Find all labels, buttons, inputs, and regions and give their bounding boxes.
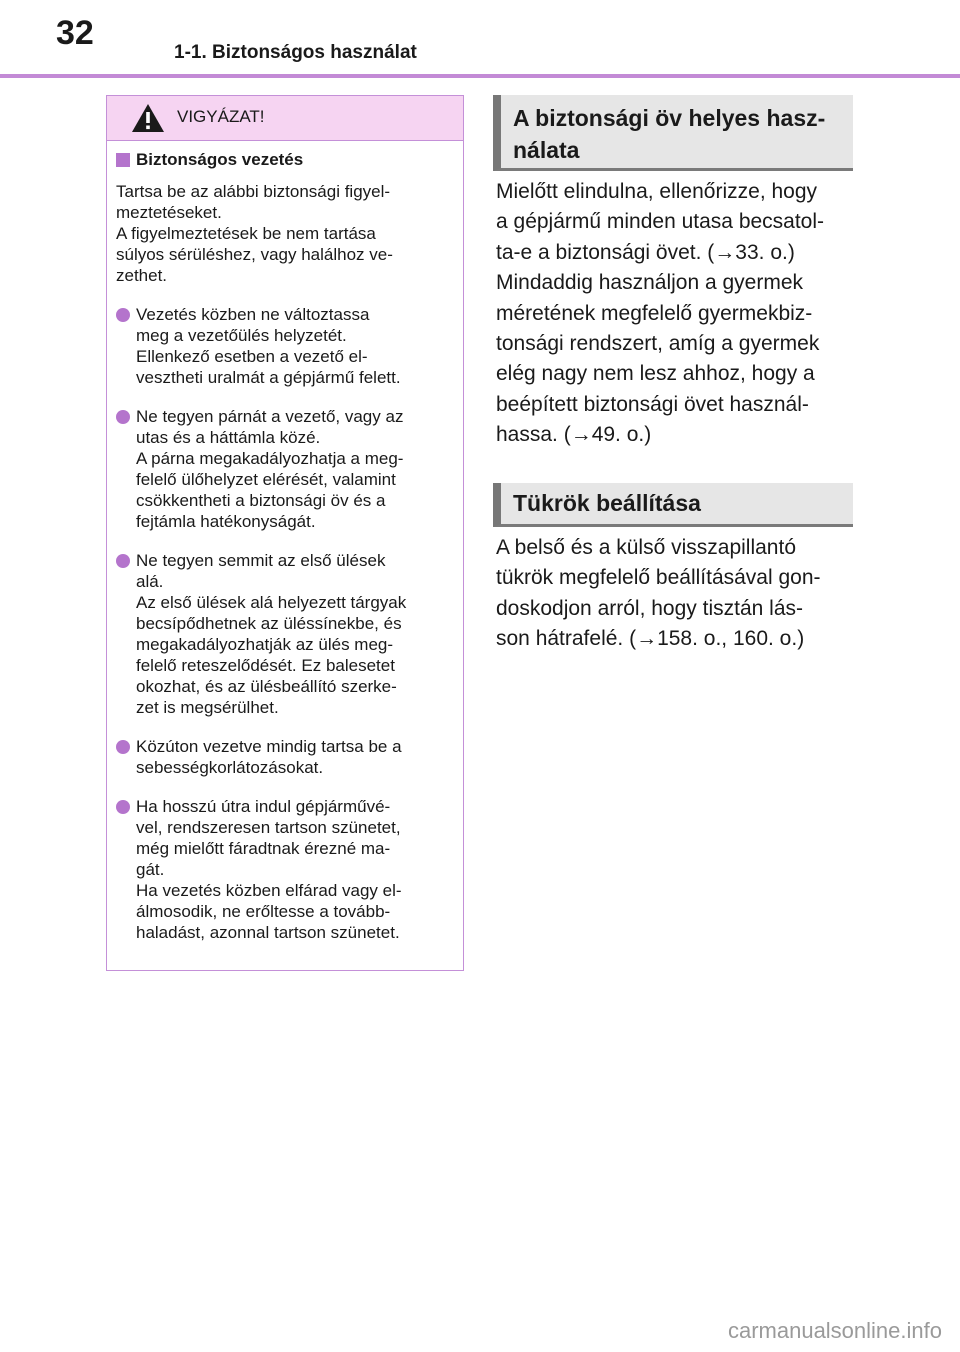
circle-bullet-icon (116, 800, 130, 814)
caution-bullet-text: Ne tegyen semmit az első ülések alá. Az első ülések alá helyezett tárgyak becsípődhetnek az üléssínekbe, és megakadályozhatják az ülés meg- felelő reteszelődését. Ez balesetet okozhat, és az ülésbeállító szerke- zet is megsérülhet. (136, 551, 407, 717)
square-bullet-icon (116, 153, 130, 167)
caution-bullet-text: Ne tegyen párnát a vezető, vagy az utas és a háttámla közé. A párna megakadályozhatja a meg- felelő ülőhelyzet elérését, valamint csökkentheti a biztonsági öv és a fejtámla hatékonyságát. (136, 407, 404, 531)
circle-bullet-icon (116, 410, 130, 424)
caution-bullet-text: Ha hosszú útra indul gépjárművé- vel, rendszeresen tartson szünetet, még mielőtt fáradtnak érezné ma- gát. Ha vezetés közben elfárad vagy el- álmosodik, ne erőltesse a tovább- haladást, azonnal tartson szünetet. (136, 797, 402, 942)
circle-bullet-icon (116, 308, 130, 322)
caution-bullet (116, 550, 446, 718)
caution-bullet-text: Vezetés közben ne változtassa meg a vezetőülés helyzetét. Ellenkező esetben a vezető el- vesztheti uralmát a gépjármű felett. (136, 305, 401, 387)
caution-heading-text: Biztonságos vezetés (136, 150, 304, 169)
section-title: 1-1. Biztonságos használat (174, 42, 417, 63)
caution-box (106, 95, 464, 971)
circle-bullet-icon (116, 740, 130, 754)
mirrors-paragraph: A belső és a külső visszapillantó tükrök megfelelő beállításával gon- doskodjon arról, hogy tisztán lás- son hátrafelé. (→158. o., 160. o.) (496, 536, 821, 651)
section-heading-mirrors: Tükrök beállítása (493, 483, 853, 527)
circle-bullet-icon (116, 554, 130, 568)
caution-bullet (116, 796, 446, 943)
section-heading-seatbelt: A biztonsági öv helyes hasz- nálata (493, 95, 853, 171)
caution-bullet (116, 736, 446, 778)
caution-bullet-text: Közúton vezetve mindig tartsa be a sebességkorlátozásokat. (136, 737, 402, 777)
seatbelt-paragraph: Mielőtt elindulna, ellenőrizze, hogy a gépjármű minden utasa becsatol- ta-e a biztonsági övet. (→33. o.) Mindaddig használjon a gyermek méretének megfelelő gyermekbiz- tonsági rendszert, amíg a gyermek elég nagy nem lesz ahhoz, hogy a beépített biztonsági övet használ- hassa. (→49. o.) (496, 180, 825, 447)
warning-triangle-icon (131, 103, 165, 133)
header-rule (0, 74, 960, 78)
caution-title: VIGYÁZAT! (177, 107, 265, 126)
caution-intro: Tartsa be az alábbi biztonsági figyel- meztetéseket. A figyelmeztetések be nem tartása súlyos sérüléshez, vagy halálhoz ve- zethet. (116, 182, 393, 285)
caution-heading (116, 149, 446, 171)
page-number: 32 (56, 14, 94, 52)
watermark: carmanualsonline.info (727, 1318, 942, 1343)
caution-bullet (116, 304, 446, 388)
caution-bullet (116, 406, 446, 532)
caution-body (107, 141, 463, 943)
caution-header (107, 96, 463, 141)
